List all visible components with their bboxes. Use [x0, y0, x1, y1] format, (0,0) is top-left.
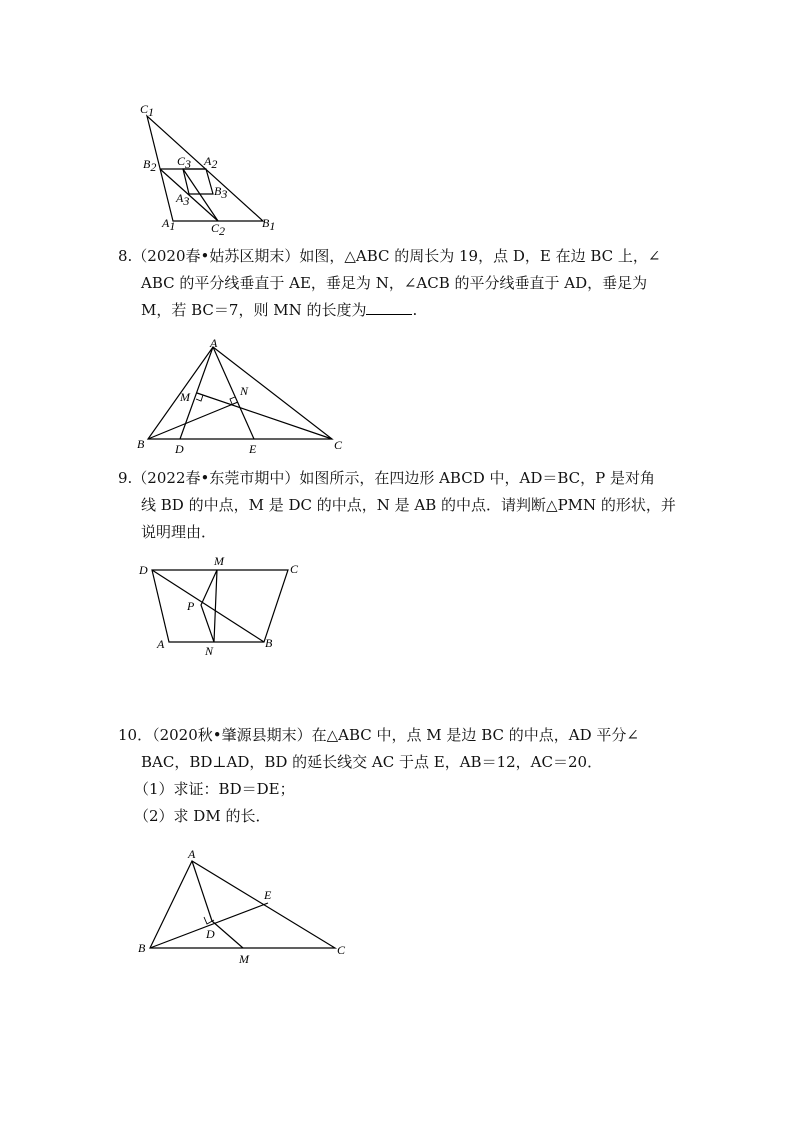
label-m: M [214, 554, 224, 568]
bisector-ad [192, 861, 212, 921]
question-8 [118, 243, 661, 324]
label-c3: C3 [177, 154, 192, 171]
label-c: C [337, 943, 346, 957]
q8-line-1: 8.（2020春•姑苏区期末）如图，△ABC 的周长为 19，点 D，E 在边 BC 上，∠ [118, 247, 661, 265]
q9-line-2: 线 BD 的中点，M 是 DC 的中点，N 是 AB 的中点．请判断△PMN 的形状，并 [141, 496, 676, 514]
label-d: D [139, 563, 148, 577]
label-a: A [188, 847, 196, 861]
right-angle-m [196, 395, 203, 401]
label-b2: B2 [143, 157, 157, 174]
figure-q9-quadrilateral [130, 552, 320, 660]
label-b1: B1 [262, 216, 276, 233]
label-b: B [137, 437, 145, 451]
label-c: C [290, 562, 299, 576]
q8-line-3-text: M，若 BC＝7，则 MN 的长度为 [141, 301, 367, 319]
label-b3: B3 [214, 184, 228, 201]
q9-line-3: 说明理由． [141, 523, 217, 541]
label-c2: C2 [211, 221, 226, 238]
q8-line-3-end: . [412, 301, 418, 319]
q10-part-1: （1）求证：BD＝DE； [134, 780, 295, 798]
answer-blank[interactable] [366, 300, 412, 315]
question-9 [118, 465, 676, 546]
label-m: M [180, 390, 190, 404]
label-a: A [157, 637, 165, 651]
label-n: N [205, 644, 214, 658]
right-angle-d [204, 917, 214, 924]
triangle-abc [150, 861, 335, 948]
bisector-c [197, 393, 332, 439]
label-n: N [240, 384, 249, 398]
question-10 [118, 722, 639, 830]
q8-line-2: ABC 的平分线垂直于 AE，垂足为 N，∠ACB 的平分线垂直于 AD，垂足为 [141, 274, 648, 292]
label-e: E [249, 442, 257, 456]
label-a1: A1 [162, 216, 176, 233]
label-c: C [334, 438, 343, 452]
label-e: E [264, 888, 272, 902]
label-c1: C1 [140, 102, 155, 119]
q10-line-1: 10．（2020秋•肇源县期末）在△ABC 中，点 M 是边 BC 的中点，AD 平分∠ [118, 726, 639, 744]
label-m: M [239, 952, 249, 966]
figure-q10-triangle [130, 843, 360, 968]
label-d: D [175, 442, 184, 456]
label-b: B [138, 941, 146, 955]
q10-part-2: （2）求 DM 的长． [134, 807, 271, 825]
label-a3: A3 [176, 191, 190, 208]
q10-line-2: BAC，BD⊥AD，BD 的延长线交 AC 于点 E，AB＝12，AC＝20． [141, 753, 603, 771]
label-b: B [265, 636, 273, 650]
figure-nested-triangles [130, 96, 290, 241]
q9-line-1: 9.（2022春•东莞市期中）如图所示，在四边形 ABCD 中，AD＝BC，P 是对角 [118, 469, 656, 487]
q8-line-3 [118, 297, 661, 324]
label-a: A [210, 336, 218, 350]
label-a2: A2 [204, 154, 218, 171]
figure-q8-triangle [130, 333, 360, 458]
label-d: D [206, 927, 215, 941]
diagonal-bd [152, 570, 264, 642]
quadrilateral-abcd [152, 570, 288, 642]
label-p: P [187, 599, 195, 613]
segment-dm [212, 921, 243, 948]
segment-be [150, 903, 268, 948]
